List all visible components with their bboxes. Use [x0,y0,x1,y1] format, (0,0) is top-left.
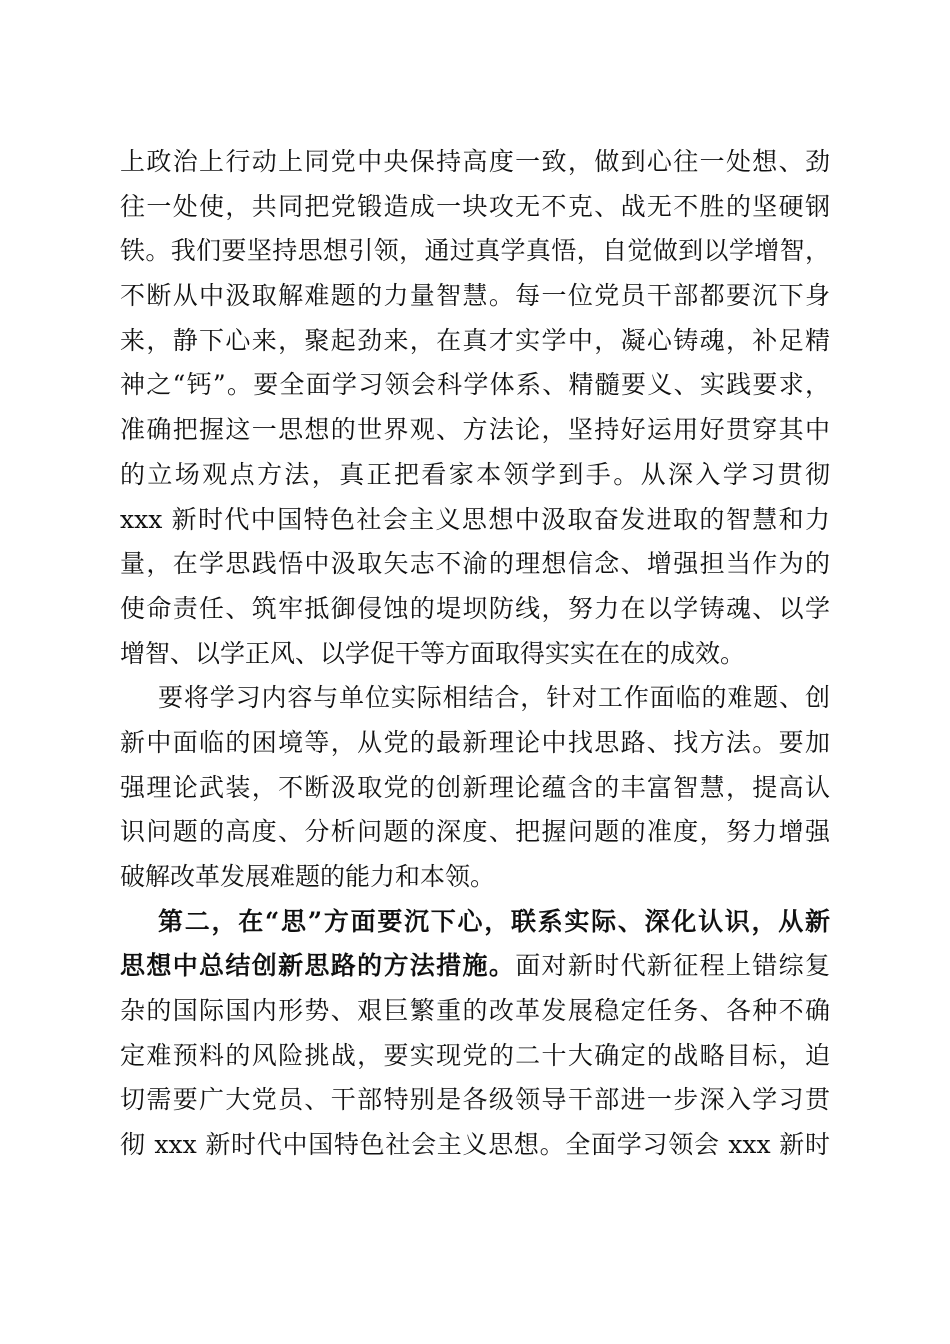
section-heading-line: 第二，在“思”方面要沉下心，联系实际、深化认识，从新 [158,906,830,936]
text-line: 来，静下心来，聚起劲来，在真才实学中，凝心铸魂，补足精 [120,325,830,355]
text-line: 切需要广大党员、干部特别是各级领导干部进一步深入学习贯 [120,1085,830,1115]
text-line: 彻 xxx 新时代中国特色社会主义思想。全面学习领会 xxx 新时 [120,1130,830,1160]
text-line: 往一处使，共同把党锻造成一块攻无不克、战无不胜的坚硬钢 [120,191,830,221]
text-line: 破解改革发展难题的能力和本领。 [120,862,496,891]
paragraph-3 [120,900,830,1168]
text-line: xxx 新时代中国特色社会主义思想中汲取奋发进取的智慧和力 [120,504,830,534]
text-line: 定难预料的风险挑战，要实现党的二十大确定的战略目标，迫 [120,1040,830,1070]
text-line: 准确把握这一思想的世界观、方法论，坚持好运用好贯穿其中 [120,415,830,445]
section-heading-end: 思想中总结创新思路的方法措施。 [120,951,516,981]
text-line: 杂的国际国内形势、艰巨繁重的改革发展稳定任务、各种不确 [120,996,830,1026]
text-segment: 面对新时代新征程上错综复 [515,951,830,981]
document-body [120,140,830,1168]
text-line: 使命责任、筑牢抵御侵蚀的堤坝防线，努力在以学铸魂、以学 [120,593,830,623]
text-line: 的立场观点方法，真正把看家本领学到手。从深入学习贯彻 [120,459,830,489]
text-line: 识问题的高度、分析问题的深度、把握问题的准度，努力增强 [120,817,830,847]
text-line: 神之“钙”。要全面学习领会科学体系、精髓要义、实践要求， [120,370,830,400]
paragraph-1 [120,140,830,676]
text-line: 不断从中汲取解难题的力量智慧。每一位党员干部都要沉下身 [120,281,830,311]
text-line [120,944,830,989]
text-line: 新中面临的困境等，从党的最新理论中找思路、找方法。要加 [120,727,830,757]
text-line: 铁。我们要坚持思想引领，通过真学真悟，自觉做到以学增智， [120,236,830,266]
text-line: 量，在学思践悟中汲取矢志不渝的理想信念、增强担当作为的 [120,549,830,579]
text-line: 要将学习内容与单位实际相结合，针对工作面临的难题、创 [158,683,830,713]
text-line: 强理论武装，不断汲取党的创新理论蕴含的丰富智慧，提高认 [120,772,830,802]
paragraph-2 [120,676,830,899]
text-line: 上政治上行动上同党中央保持高度一致，做到心往一处想、劲 [120,147,830,176]
text-line: 增智、以学正风、以学促干等方面取得实实在在的成效。 [120,638,746,668]
